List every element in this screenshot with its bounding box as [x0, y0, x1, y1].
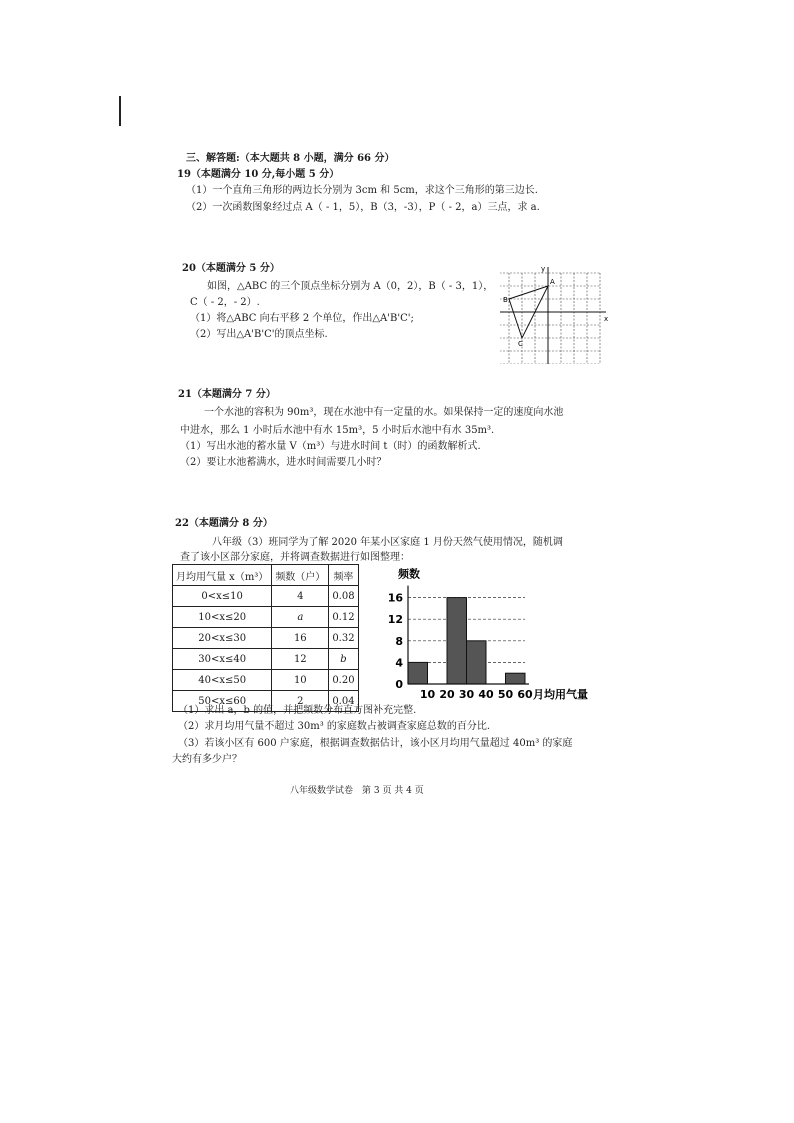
histogram-x-tick: 50	[497, 688, 514, 701]
table-row	[173, 670, 359, 691]
q22-part3a: （3）若该小区有 600 户家庭，根据调查数据估计，该小区月均用气量超过 40m³ 的家庭	[178, 738, 573, 749]
q22-part1: （1）求出 a，b 的值，并把频数分布直方图补充完整.	[178, 705, 417, 716]
q22-line1: 八年级（3）班同学为了解 2020 年某小区家庭 1 月份天然气使用情况，随机调	[212, 537, 563, 548]
histogram-bar	[506, 673, 526, 684]
table-row	[173, 607, 359, 628]
q20-line2: C（ - 2，- 2）.	[190, 297, 260, 308]
table-cell: 0.32	[329, 628, 358, 649]
histogram-bar	[408, 662, 428, 684]
histogram-bar	[467, 641, 487, 684]
scan-mark	[119, 96, 121, 126]
table-header: 月均用气量 x（m³）	[173, 565, 272, 586]
table-row	[173, 649, 359, 670]
histogram-x-tick: 10	[419, 688, 436, 701]
histogram-x-tick: 40	[478, 688, 494, 701]
q20-line1: 如图，△ABC 的三个顶点坐标分别为 A（0，2），B（ - 3，1），	[207, 281, 494, 292]
histogram-bar	[447, 598, 467, 684]
histogram-y-tick: 4	[395, 656, 403, 670]
table-header-row	[173, 565, 359, 586]
histogram-y-tick: 16	[387, 591, 403, 605]
table-cell: 50<x≤60	[173, 691, 272, 712]
point-a-label: A	[550, 278, 555, 286]
table-cell: b	[329, 649, 358, 670]
q20-heading: 20（本题满分 5 分）	[182, 263, 280, 274]
table-cell: 40<x≤50	[173, 670, 272, 691]
histogram-y-tick: 0	[395, 678, 403, 691]
q21-line2: 中进水，那么 1 小时后水池中有水 15m³，5 小时后水池中有水 35m³.	[180, 425, 495, 436]
table-cell: 0.20	[329, 670, 358, 691]
q21-heading: 21（本题满分 7 分）	[178, 389, 276, 400]
frequency-table	[172, 564, 359, 712]
q22-part3b: 大约有多少户？	[172, 754, 242, 765]
table-cell: 0.04	[329, 691, 358, 712]
table-cell: 4	[272, 586, 329, 607]
table-header: 频数（户）	[272, 565, 329, 586]
table-cell: 20<x≤30	[173, 628, 272, 649]
q22-heading: 22（本题满分 8 分）	[175, 518, 273, 529]
q22-line2: 查了该小区部分家庭，并将调查数据进行如图整理：	[180, 552, 410, 563]
histogram-y-label: 频数	[398, 567, 420, 581]
table-row	[173, 586, 359, 607]
histogram-x-tick: 30	[458, 688, 475, 701]
histogram-x-tick: 20	[439, 688, 455, 701]
table-header: 频率	[329, 565, 358, 586]
section-title: 三、解答题:（本大题共 8 小题，满分 66 分）	[186, 153, 395, 164]
histogram-y-tick: 12	[387, 613, 403, 627]
q19-heading: 19（本题满分 10 分,每小题 5 分）	[177, 169, 340, 180]
y-axis-label: y	[541, 265, 546, 273]
table-cell: 2	[272, 691, 329, 712]
page-footer: 八年级数学试卷 第 3 页 共 4 页	[290, 786, 424, 796]
table-row	[173, 628, 359, 649]
histogram-x-label: 月均用气量	[533, 688, 588, 701]
q20-part1: （1）将△ABC 向右平移 2 个单位，作出△A'B'C';	[190, 313, 414, 324]
table-cell: 0.08	[329, 586, 358, 607]
q20-part2: （2）写出△A'B'C'的顶点坐标.	[190, 329, 328, 340]
q21-part2: （2）要让水池蓄满水，进水时间需要几小时？	[180, 457, 387, 468]
histogram-chart	[380, 560, 595, 705]
point-b-label: B	[503, 296, 508, 304]
q19-part2: （2）一次函数图象经过点 A（ - 1，5），B（3，-3），P（ - 2，a）三点，求 a.	[186, 202, 540, 213]
q21-part1: （1）写出水池的蓄水量 V（m³）与进水时间 t（时）的函数解析式.	[180, 441, 481, 452]
q22-part2: （2）求月均用气量不超过 30m³ 的家庭数占被调查家庭总数的百分比.	[178, 721, 491, 732]
table-cell: 12	[272, 649, 329, 670]
table-cell: 0.12	[329, 607, 358, 628]
table-cell: 10<x≤20	[173, 607, 272, 628]
point-c-label: C	[518, 340, 523, 348]
q21-line1: 一个水池的容积为 90m³，现在水池中有一定量的水。如果保持一定的速度向水池	[204, 407, 564, 418]
table-cell: 30<x≤40	[173, 649, 272, 670]
histogram-x-tick: 60	[517, 688, 533, 701]
table-cell: a	[272, 607, 329, 628]
histogram-y-tick: 8	[395, 634, 403, 648]
table-cell: 16	[272, 628, 329, 649]
x-axis-label: x	[604, 315, 609, 323]
coordinate-grid-figure	[500, 248, 610, 364]
q19-part1: （1）一个直角三角形的两边长分别为 3cm 和 5cm，求这个三角形的第三边长.	[186, 185, 538, 196]
table-cell: 0<x≤10	[173, 586, 272, 607]
table-cell: 10	[272, 670, 329, 691]
